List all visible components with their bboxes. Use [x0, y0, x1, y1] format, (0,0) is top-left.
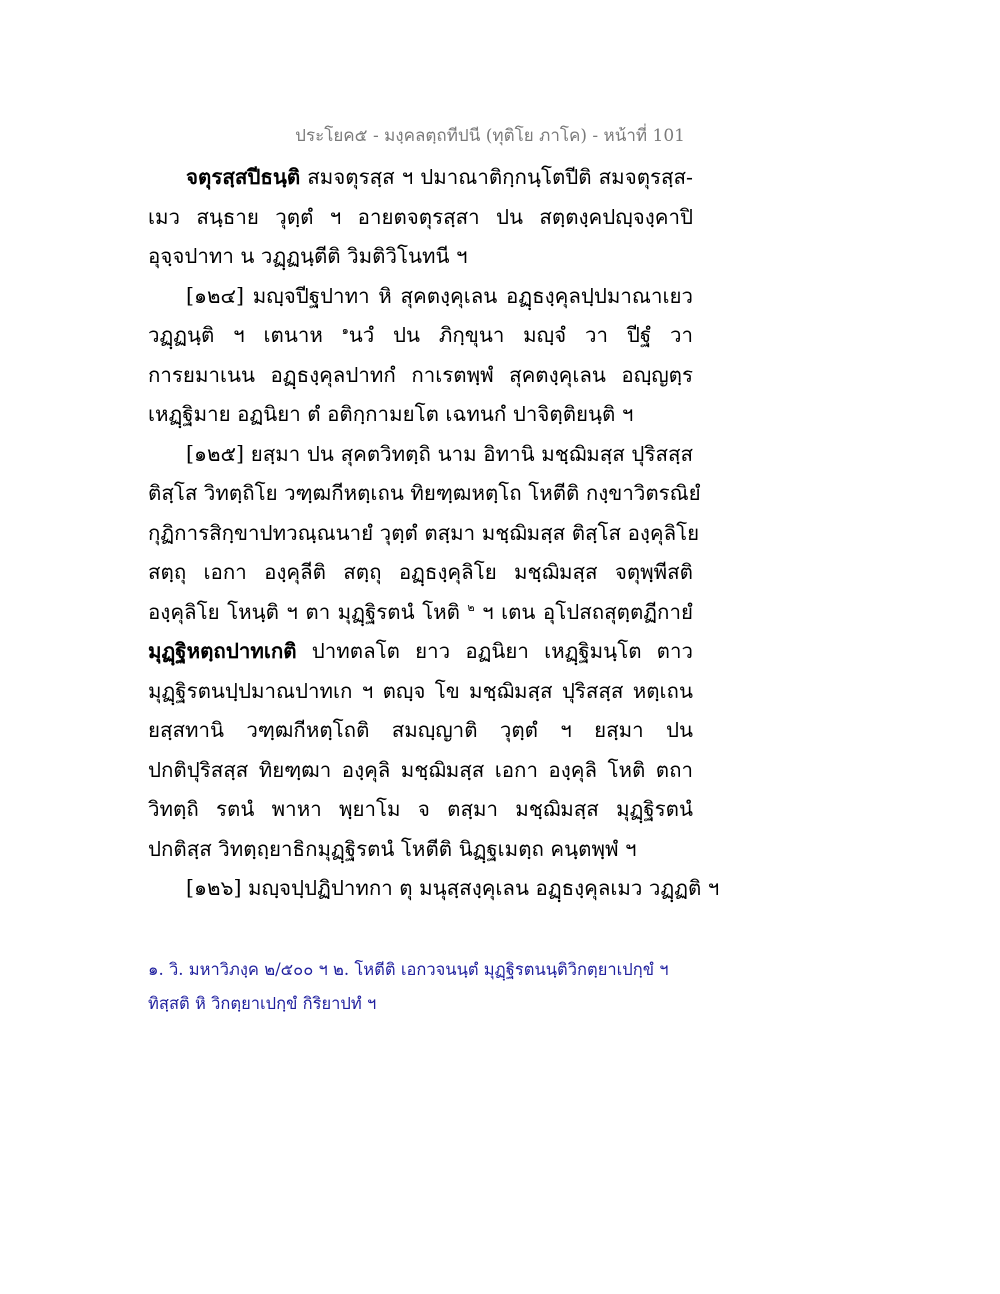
- page-header: ประโยค๕ - มงฺคลตฺถทีปนี (ทุติโย ภาโค) - หน้าที่ 101: [295, 126, 685, 146]
- body-text: [148, 158, 720, 909]
- body-line: [148, 553, 693, 593]
- line-text: อุจฺจปาทา น วฏฺฏนฺตีติ วิมติวิโนทนี ฯ: [148, 244, 468, 268]
- body-line: [148, 790, 693, 830]
- body-line: [148, 514, 700, 554]
- footnote-marker: ๒: [467, 600, 475, 614]
- body-line: [148, 158, 693, 198]
- line-text: มุฏฺฐิรตนปฺปมาณปาทเก ฯ ตญฺจ โข มชฺฌิมสฺส ปุริสสฺส หตฺเถน: [148, 678, 693, 703]
- line-text: เหฏฺฐิมาย อฏนิยา ตํ อติกฺกามยโต เฉทนกํ ปาจิตฺติยนฺติ ฯ: [148, 402, 634, 426]
- footnote-line: ทิสฺสติ หิ วิกตฺยาเปกฺขํ กิริยาปทํ ฯ: [148, 994, 377, 1013]
- line-text: วิทตฺถิ รตนํ พาหา พฺยาโม จ ตสฺมา มชฺฌิมสฺส มุฏฺฐิรตนํ: [148, 797, 693, 821]
- footnote-line: ๑. วิ. มหาวิภงฺค ๒/๕๐๐ ฯ ๒. โหตีติ เอกวจนนฺตํ มุฏฺฐิรตนนฺติวิกตฺยาเปกฺขํ ฯ: [148, 960, 669, 979]
- body-line: [148, 316, 693, 356]
- line-text: ปกติปุริสสฺส ทิยฑฺฒา องฺคุลิ มชฺฌิมสฺส เอกา องฺคุลิ โหติ ตถา: [148, 757, 693, 782]
- body-line: [148, 593, 693, 633]
- body-line: [148, 237, 693, 277]
- body-line: [148, 395, 693, 435]
- line-text: ปาทตลโต ยาว อฏนิยา เหฏฺฐิมนฺโต ตาว: [296, 639, 693, 663]
- line-text: [๑๒๕] ยสฺมา ปน สุคตวิทตฺถิ นาม อิทานิ มชฺฌิมสฺส ปุริสสฺส: [186, 441, 693, 466]
- line-text: [๑๒๖] มญฺจปฺปฏิปาทกา ตุ มนุสฺสงฺคุเลน อฏฺธงฺคุลเมว วฏฺฏติ ฯ: [186, 876, 720, 900]
- body-line: [148, 474, 701, 514]
- body-line: [148, 711, 693, 751]
- body-line: [148, 435, 693, 475]
- line-text: การยมาเนน อฏฺธงฺคุลปาทกํ กาเรตพฺพํ สุคตงฺคุเลน อญฺญตฺร: [148, 362, 693, 387]
- line-text: วฏฺฏนฺติ ฯ เตนาห: [148, 323, 342, 347]
- line-text: กุฏิการสิกฺขาปทวณฺณนายํ วุตฺตํ ตสฺมา มชฺฌิมสฺส ติสฺโส องฺคุลิโย: [148, 520, 700, 545]
- line-text: ติสฺโส วิทตฺถิโย วฑฺฒกีหตฺเถน ทิยฑฺฒหตฺโถ โหตีติ กงฺขาวิตรณิยํ: [148, 481, 701, 505]
- line-text: ยสฺสทานิ วฑฺฒกีหตฺโถติ สมญฺญาติ วุตฺตํ ฯ ยสฺมา ปน: [148, 718, 693, 742]
- footnotes: [148, 953, 708, 1021]
- footnote-marker: ๑: [341, 324, 349, 338]
- line-text: ฯ เตน อุโปสถสุตฺตฏีกายํ: [474, 599, 693, 624]
- body-line: [148, 869, 720, 909]
- bold-term: มุฏฺฐิหตฺถปาทเกติ: [148, 639, 297, 663]
- body-line: [148, 830, 693, 870]
- body-line: [148, 277, 693, 317]
- body-line: [148, 632, 693, 672]
- line-text: สมจตุรสฺส ฯ ปมาณาติกฺกนฺโตปีติ สมจตุรสฺส-: [300, 165, 693, 189]
- line-text: เมว สนฺธาย วุตฺตํ ฯ อายตจตุรสฺสา ปน สตฺตงฺคปญฺจงฺคาปิ: [148, 204, 693, 229]
- body-line: [148, 356, 693, 396]
- bold-term: จตุรสฺสปีธนฺติ: [186, 165, 301, 189]
- body-line: [148, 751, 693, 791]
- line-text: นวํ ปน ภิกฺขุนา มญฺจํ วา ปีฐํ วา: [348, 323, 693, 347]
- body-line: [148, 198, 693, 238]
- line-text: องฺคุลิโย โหนฺติ ฯ ตา มุฏฺฐิรตนํ โหติ: [148, 599, 468, 624]
- body-line: [148, 672, 693, 712]
- line-text: สตฺถุ เอกา องฺคุลีติ สตฺถุ อฏฺธงฺคุลิโย มชฺฌิมสฺส จตุพฺพีสติ: [148, 560, 693, 584]
- line-text: ปกติสฺส วิทตฺถฺยาธิกมุฏฺฐิรตนํ โหตีติ นิฏฺฐเมตฺถ คนฺตพฺพํ ฯ: [148, 836, 637, 861]
- line-text: [๑๒๔] มญฺจปีฐปาทา หิ สุคตงฺคุเลน อฏฺธงฺคุลปฺปมาณาเยว: [186, 283, 693, 308]
